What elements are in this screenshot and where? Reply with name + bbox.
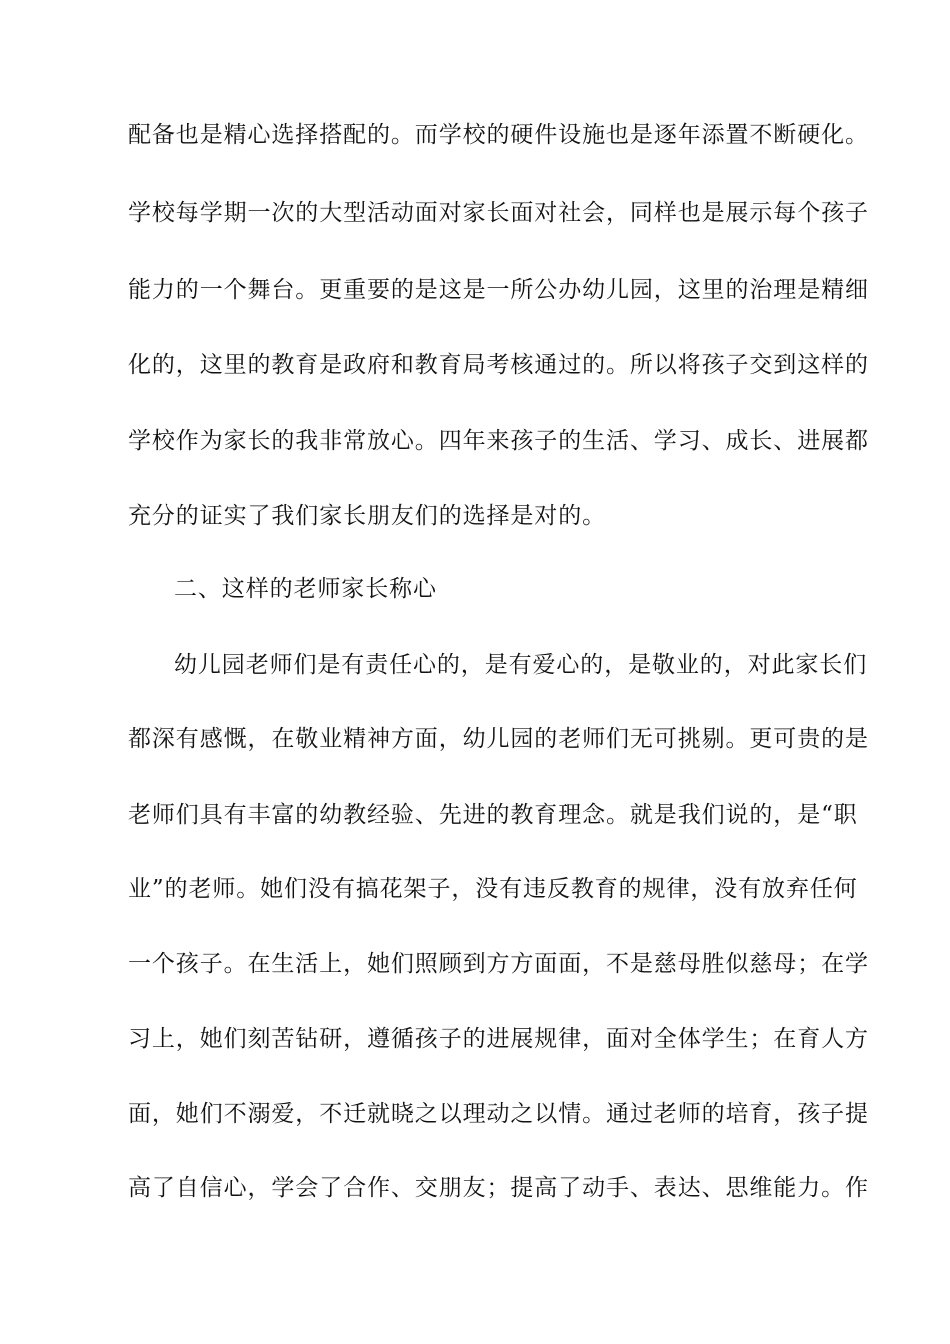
- paragraph-1-line-1: 配备也是精心选择搭配的。而学校的硬件设施也是逐年添置不断硬化。: [128, 122, 869, 148]
- paragraph-2-line-4: 业”的老师。她们没有搞花架子，没有违反教育的规律，没有放弃任何: [128, 876, 858, 902]
- paragraph-2-line-1: 幼儿园老师们是有责任心的，是有爱心的，是敬业的，对此家长们: [174, 652, 868, 678]
- paragraph-1-line-4: 化的，这里的教育是政府和教育局考核通过的。所以将孩子交到这样的: [128, 352, 869, 378]
- paragraph-2-line-7: 面，她们不溺爱，不迁就晓之以理动之以情。通过老师的培育，孩子提: [128, 1101, 869, 1127]
- paragraph-2-line-5: 一个孩子。在生活上，她们照顾到方方面面，不是慈母胜似慈母；在学: [128, 951, 869, 977]
- paragraph-2-line-6: 习上，她们刻苦钻研，遵循孩子的进展规律，面对全体学生；在育人方: [128, 1026, 869, 1052]
- paragraph-1-line-5: 学校作为家长的我非常放心。四年来孩子的生活、学习、成长、进展都: [128, 428, 869, 454]
- paragraph-2-line-3: 老师们具有丰富的幼教经验、先进的教育理念。就是我们说的，是“职: [128, 802, 858, 828]
- paragraph-1-line-6: 充分的证实了我们家长朋友们的选择是对的。: [128, 503, 606, 529]
- paragraph-1-line-2: 学校每学期一次的大型活动面对家长面对社会，同样也是展示每个孩子: [128, 200, 869, 226]
- paragraph-2-line-2: 都深有感慨，在敬业精神方面，幼儿园的老师们无可挑剔。更可贵的是: [128, 726, 869, 752]
- paragraph-1-line-3: 能力的一个舞台。更重要的是这是一所公办幼儿园，这里的治理是精细: [128, 277, 869, 303]
- paragraph-2-line-8: 高了自信心，学会了合作、交朋友；提高了动手、表达、思维能力。作: [128, 1175, 869, 1201]
- section-heading: 二、这样的老师家长称心: [174, 576, 437, 602]
